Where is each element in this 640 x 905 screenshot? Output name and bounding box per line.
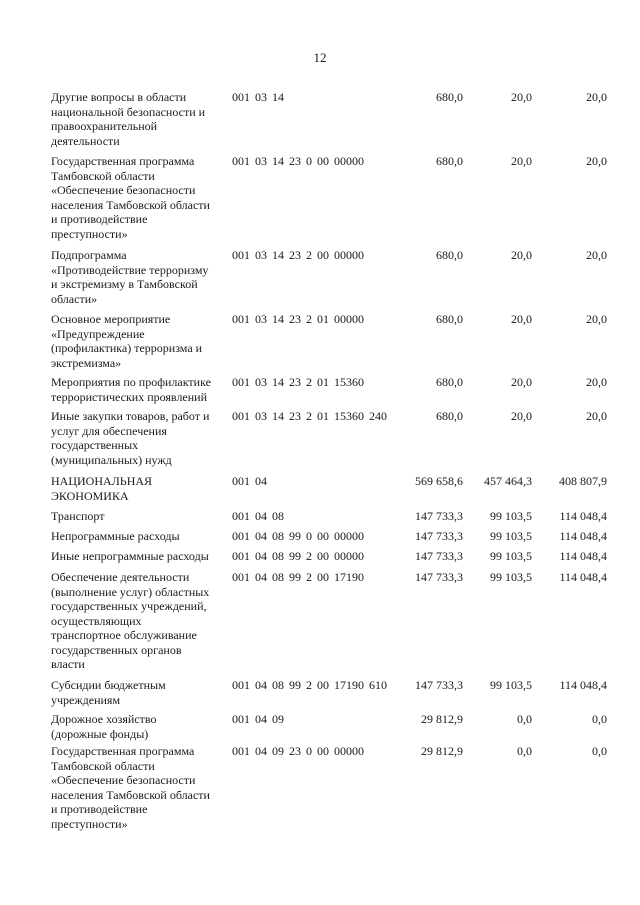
row-value-3: 20,0	[586, 409, 607, 423]
row-value-1: 147 733,3	[415, 509, 463, 523]
row-value-1: 29 812,9	[421, 712, 463, 726]
row-codes: 001 03 14 23 2 01 15360	[232, 375, 364, 389]
row-codes: 001 03 14 23 2 01 00000	[232, 312, 364, 326]
row-value-3: 408 807,9	[559, 474, 607, 488]
row-value-1: 680,0	[436, 90, 463, 104]
row-codes: 001 04 08	[232, 509, 284, 523]
row-value-1: 680,0	[436, 375, 463, 389]
row-value-2: 99 103,5	[490, 678, 532, 692]
row-name: Обеспечение деятельности (выполнение услуг) областных государственных учреждений, осуществляющих транспортное обслуживание государственных органов власти	[51, 570, 210, 671]
row-value-1: 680,0	[436, 154, 463, 168]
row-value-1: 680,0	[436, 312, 463, 326]
row-name: Основное мероприятие «Предупреждение (профилактика) терроризма и экстремизма»	[51, 312, 203, 370]
row-value-3: 114 048,4	[559, 529, 607, 543]
row-value-2: 0,0	[517, 744, 532, 758]
row-codes: 001 04 08 99 2 00 00000	[232, 549, 364, 563]
row-value-3: 0,0	[592, 744, 607, 758]
row-value-2: 0,0	[517, 712, 532, 726]
row-value-2: 20,0	[511, 409, 532, 423]
row-codes: 001 03 14 23 2 00 00000	[232, 248, 364, 262]
row-name: НАЦИОНАЛЬНАЯ ЭКОНОМИКА	[51, 474, 153, 503]
row-value-1: 147 733,3	[415, 529, 463, 543]
row-codes: 001 04 08 99 2 00 17190	[232, 570, 364, 584]
row-name: Дорожное хозяйство (дорожные фонды)	[51, 712, 157, 741]
row-value-1: 147 733,3	[415, 549, 463, 563]
row-value-2: 99 103,5	[490, 529, 532, 543]
row-value-1: 680,0	[436, 409, 463, 423]
row-name: Государственная программа Тамбовской области «Обеспечение безопасности населения Тамбовской области и противодействие преступности»	[51, 154, 210, 241]
row-value-3: 20,0	[586, 312, 607, 326]
row-codes: 001 04 09 23 0 00 00000	[232, 744, 364, 758]
row-value-2: 20,0	[511, 375, 532, 389]
row-codes: 001 04 08 99 2 00 17190 610	[232, 678, 387, 692]
row-value-3: 20,0	[586, 90, 607, 104]
row-value-3: 114 048,4	[559, 570, 607, 584]
row-value-2: 20,0	[511, 248, 532, 262]
row-name: Иные закупки товаров, работ и услуг для обеспечения государственных (муниципальных) нужд	[51, 409, 210, 467]
row-value-2: 99 103,5	[490, 549, 532, 563]
row-value-2: 457 464,3	[484, 474, 532, 488]
row-value-1: 569 658,6	[415, 474, 463, 488]
row-codes: 001 04 08 99 0 00 00000	[232, 529, 364, 543]
row-value-3: 20,0	[586, 375, 607, 389]
row-name: Другие вопросы в области национальной безопасности и правоохранительной деятельности	[51, 90, 206, 148]
row-codes: 001 03 14 23 0 00 00000	[232, 154, 364, 168]
row-value-1: 29 812,9	[421, 744, 463, 758]
row-name: Непрограммные расходы	[51, 529, 180, 543]
row-value-2: 20,0	[511, 312, 532, 326]
row-value-3: 114 048,4	[559, 678, 607, 692]
row-value-2: 20,0	[511, 154, 532, 168]
row-value-3: 0,0	[592, 712, 607, 726]
row-value-1: 147 733,3	[415, 678, 463, 692]
row-name: Транспорт	[51, 509, 105, 523]
row-value-2: 99 103,5	[490, 509, 532, 523]
row-value-3: 114 048,4	[559, 549, 607, 563]
row-value-2: 99 103,5	[490, 570, 532, 584]
row-value-3: 20,0	[586, 248, 607, 262]
row-value-1: 147 733,3	[415, 570, 463, 584]
row-name: Субсидии бюджетным учреждениям	[51, 678, 166, 707]
row-codes: 001 04	[232, 474, 267, 488]
row-name: Государственная программа Тамбовской области «Обеспечение безопасности населения Тамбовской области и противодействие преступности»	[51, 744, 210, 831]
row-value-1: 680,0	[436, 248, 463, 262]
row-codes: 001 04 09	[232, 712, 284, 726]
page-number: 12	[313, 50, 327, 65]
row-value-3: 114 048,4	[559, 509, 607, 523]
row-codes: 001 03 14	[232, 90, 284, 104]
row-name: Иные непрограммные расходы	[51, 549, 209, 563]
row-name: Мероприятия по профилактике террористических проявлений	[51, 375, 211, 404]
row-value-2: 20,0	[511, 90, 532, 104]
row-name: Подпрограмма «Противодействие терроризму и экстремизму в Тамбовской области»	[51, 248, 209, 306]
row-value-3: 20,0	[586, 154, 607, 168]
row-codes: 001 03 14 23 2 01 15360 240	[232, 409, 387, 423]
